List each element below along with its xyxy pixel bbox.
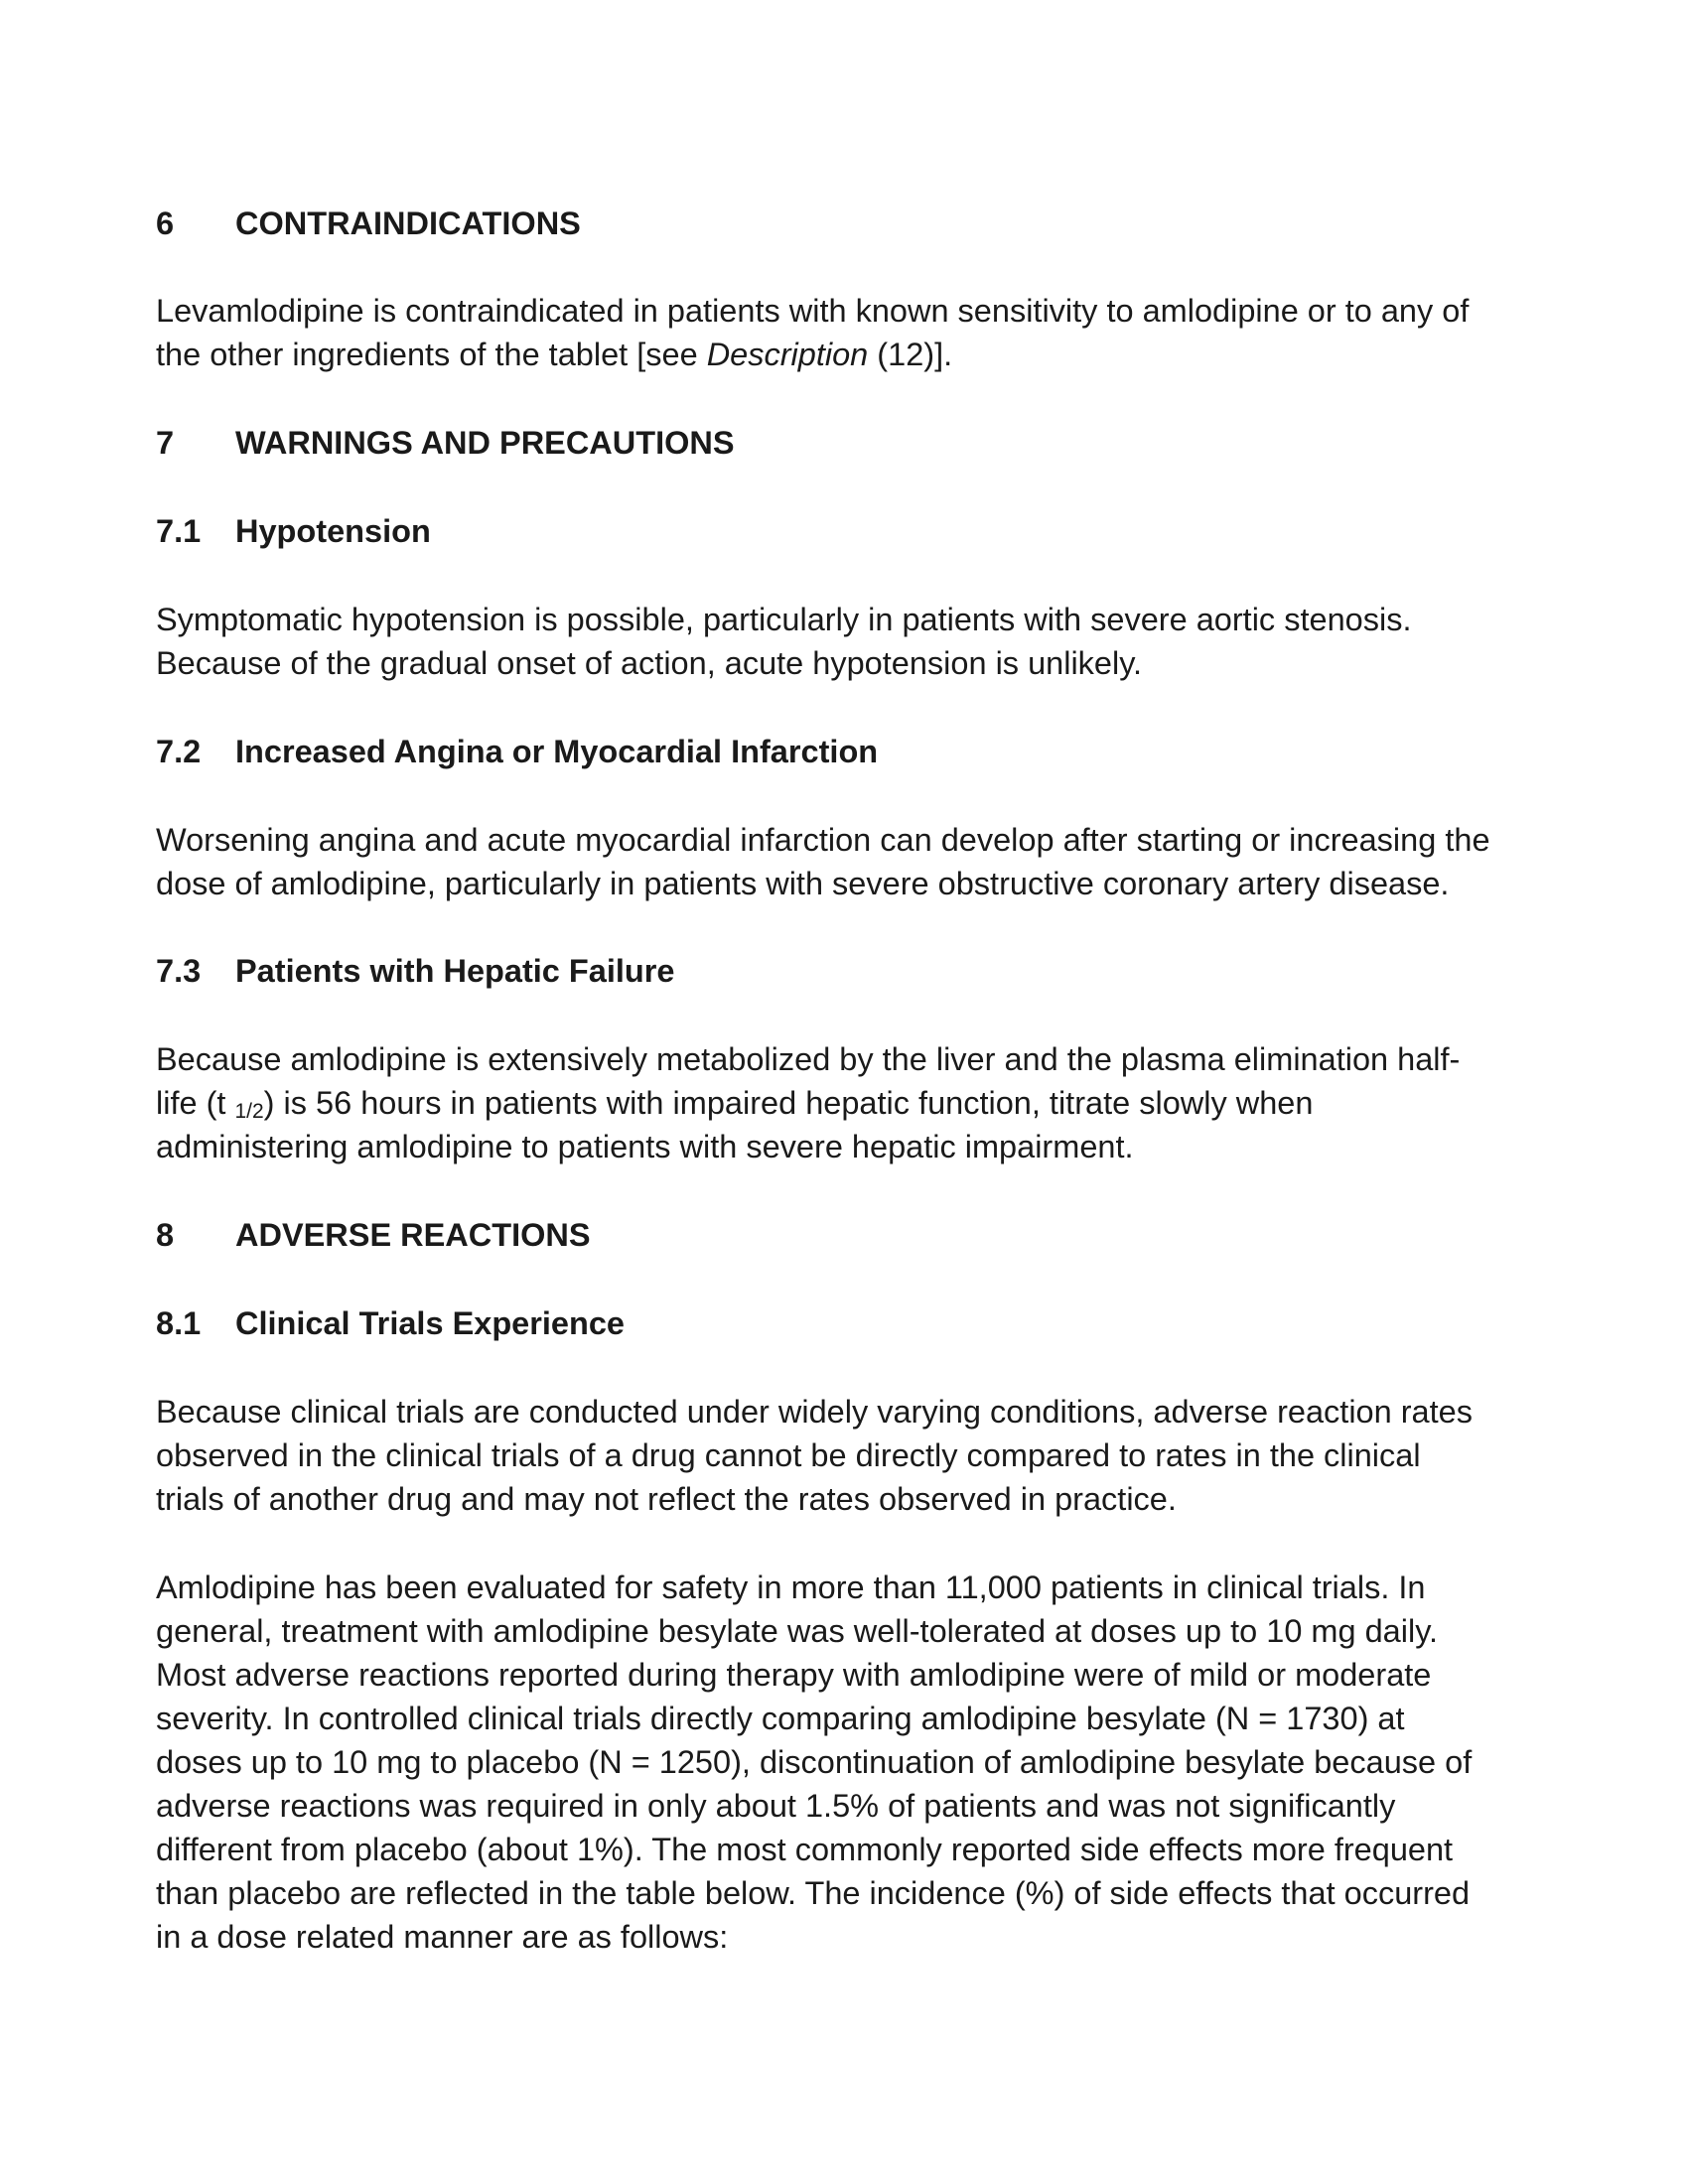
section-heading-7 xyxy=(156,421,735,465)
section-title: Patients with Hepatic Failure xyxy=(235,953,675,989)
paragraph-line: Because amlodipine is extensively metabolized by the liver and the plasma elimination half- xyxy=(156,1041,1461,1077)
section-title: Hypotension xyxy=(235,513,431,549)
section-heading-7-3 xyxy=(156,949,674,993)
clinical-trials-paragraph-1 xyxy=(156,1390,1546,1521)
section-title: WARNINGS AND PRECAUTIONS xyxy=(235,425,735,461)
section-heading-6 xyxy=(156,202,581,245)
section-heading-7-1 xyxy=(156,509,431,553)
text-run: the other ingredients of the tablet [see xyxy=(156,337,707,372)
section-heading-8-1 xyxy=(156,1301,625,1345)
section-title: CONTRAINDICATIONS xyxy=(235,205,581,241)
clinical-trials-paragraph-2 xyxy=(156,1566,1546,1959)
paragraph-line: Levamlodipine is contraindicated in patients with known sensitivity to amlodipine or to any of xyxy=(156,293,1470,329)
paragraph-line: Because clinical trials are conducted under widely varying conditions, adverse reaction rates xyxy=(156,1394,1473,1430)
paragraph-line: in a dose related manner are as follows: xyxy=(156,1919,729,1955)
paragraph-line: different from placebo (about 1%). The most commonly reported side effects more frequent xyxy=(156,1832,1454,1867)
paragraph-line: trials of another drug and may not reflect the rates observed in practice. xyxy=(156,1481,1177,1517)
text-run: ) is 56 hours in patients with impaired hepatic function, titrate slowly when xyxy=(263,1085,1314,1121)
section-title: Clinical Trials Experience xyxy=(235,1305,625,1341)
section-number: 6 xyxy=(156,205,175,241)
subscript: 1/2 xyxy=(234,1100,264,1123)
hypotension-paragraph xyxy=(156,598,1546,685)
paragraph-line: Amlodipine has been evaluated for safety in more than 11,000 patients in clinical trials. In xyxy=(156,1570,1426,1605)
paragraph-line: Because of the gradual onset of action, acute hypotension is unlikely. xyxy=(156,645,1143,681)
paragraph-line: dose of amlodipine, particularly in patients with severe obstructive coronary artery disease. xyxy=(156,866,1450,901)
paragraph-line: observed in the clinical trials of a drug cannot be directly compared to rates in the clinical xyxy=(156,1437,1421,1473)
italic-reference: Description xyxy=(706,337,869,372)
section-number: 7.3 xyxy=(156,953,202,989)
paragraph-line xyxy=(156,1081,1546,1125)
section-title: ADVERSE REACTIONS xyxy=(235,1217,591,1253)
paragraph-line: general, treatment with amlodipine besylate was well-tolerated at doses up to 10 mg daily. xyxy=(156,1613,1439,1649)
section-number: 7 xyxy=(156,425,175,461)
paragraph-line: Worsening angina and acute myocardial infarction can develop after starting or increasing the xyxy=(156,822,1490,858)
paragraph-line: Most adverse reactions reported during therapy with amlodipine were of mild or moderate xyxy=(156,1657,1432,1693)
angina-paragraph xyxy=(156,818,1546,905)
paragraph-line: doses up to 10 mg to placebo (N = 1250), discontinuation of amlodipine besylate because of xyxy=(156,1744,1473,1780)
paragraph-line: severity. In controlled clinical trials directly comparing amlodipine besylate (N = 1730) at xyxy=(156,1701,1405,1736)
hepatic-paragraph xyxy=(156,1037,1546,1168)
text-run: life (t xyxy=(156,1085,235,1121)
section-number: 8.1 xyxy=(156,1305,202,1341)
section-heading-8 xyxy=(156,1213,591,1257)
section-heading-7-2 xyxy=(156,730,878,773)
text-run: (12)]. xyxy=(868,337,953,372)
contraindications-paragraph xyxy=(156,289,1546,376)
paragraph-line: adverse reactions was required in only about 1.5% of patients and was not significantly xyxy=(156,1788,1396,1824)
section-number: 8 xyxy=(156,1217,175,1253)
paragraph-line: Symptomatic hypotension is possible, particularly in patients with severe aortic stenosis. xyxy=(156,602,1412,637)
section-number: 7.1 xyxy=(156,513,202,549)
section-number: 7.2 xyxy=(156,734,202,769)
section-title: Increased Angina or Myocardial Infarction xyxy=(235,734,879,769)
paragraph-line: than placebo are reflected in the table below. The incidence (%) of side effects that occurred xyxy=(156,1875,1471,1911)
paragraph-line xyxy=(156,333,1546,376)
paragraph-line: administering amlodipine to patients with severe hepatic impairment. xyxy=(156,1129,1134,1164)
